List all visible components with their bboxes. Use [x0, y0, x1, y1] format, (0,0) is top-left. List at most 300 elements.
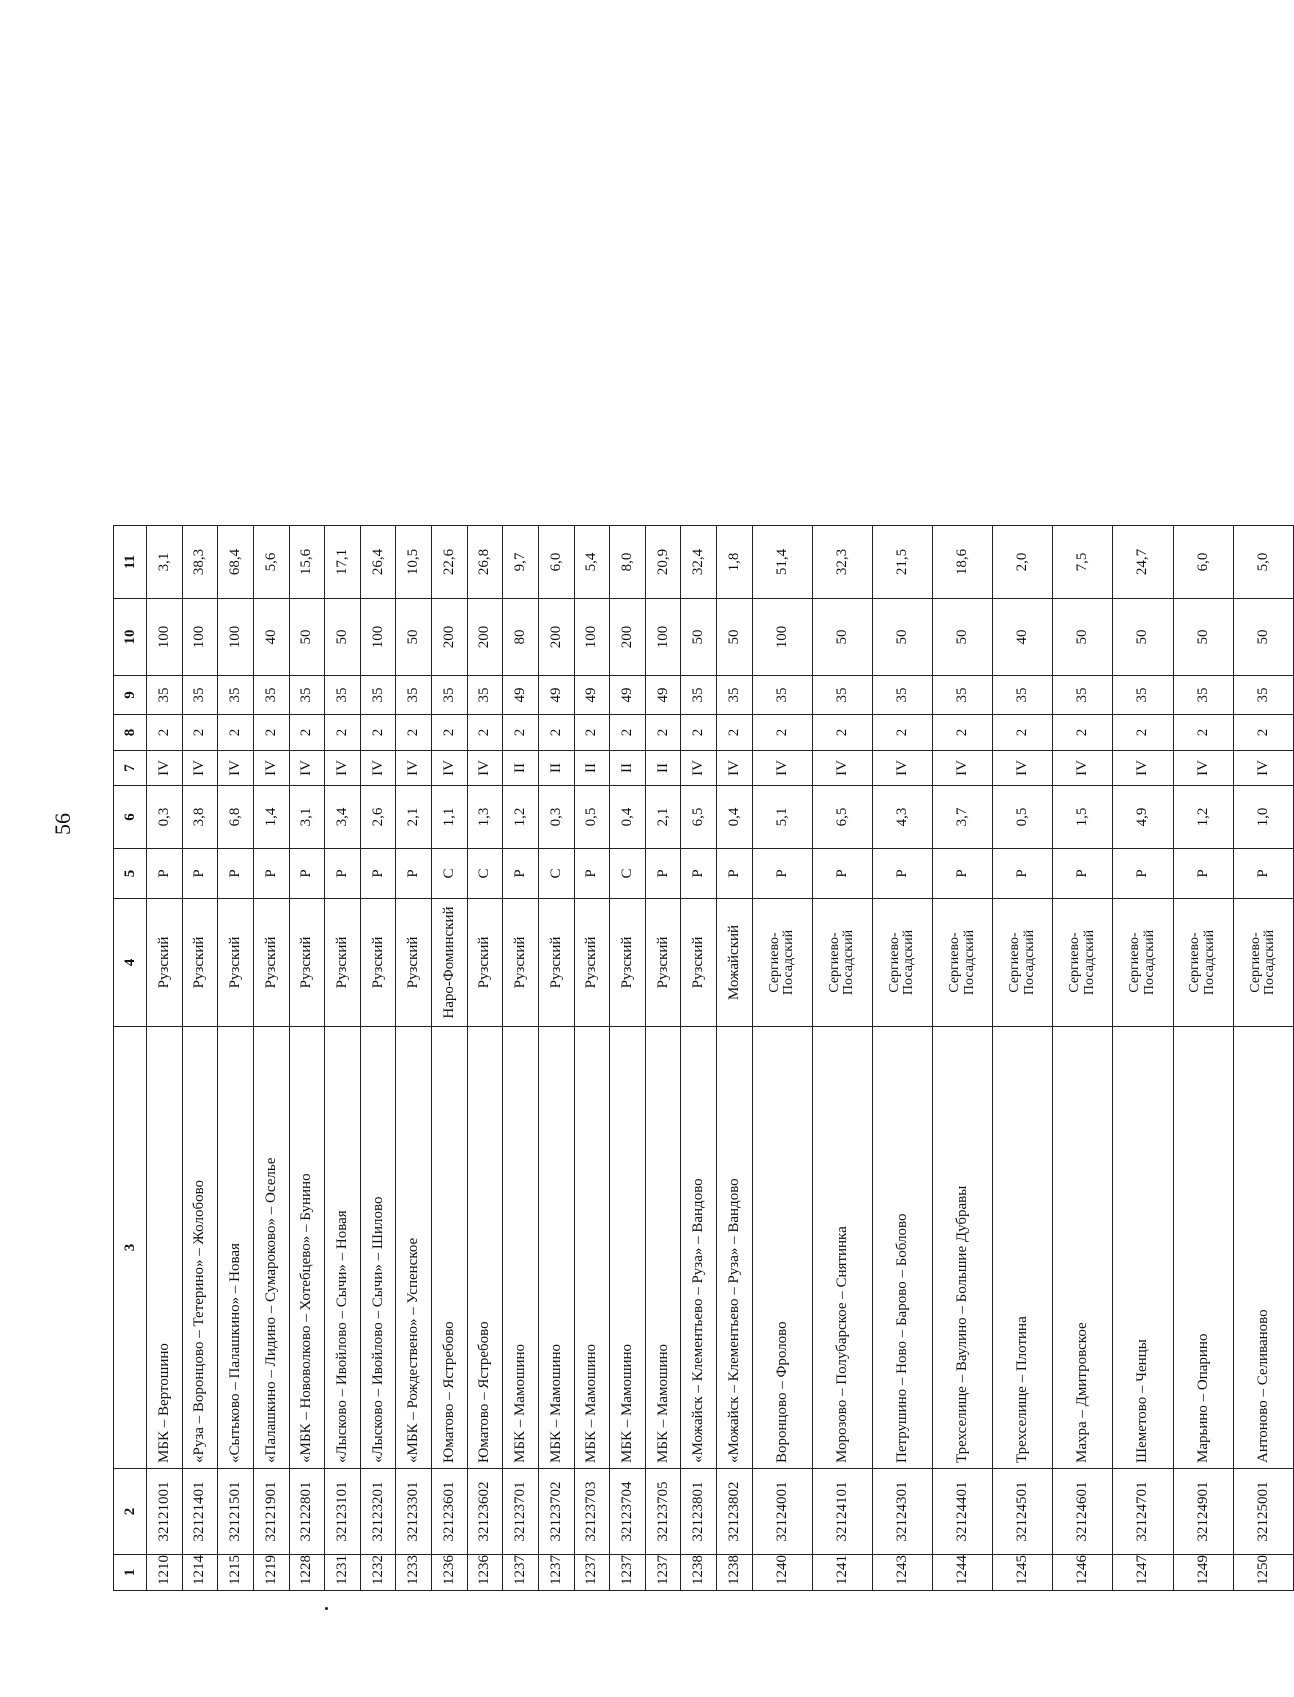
- road-number-cell: 1210: [147, 1555, 183, 1591]
- technical-class-cell: IV: [933, 751, 993, 786]
- column-header-10: 10: [114, 599, 147, 676]
- col-10-value-cell: 100: [147, 599, 183, 676]
- technical-class-cell: IV: [182, 751, 218, 786]
- col-10-value-cell: 40: [253, 599, 289, 676]
- road-number-cell: 1238: [717, 1555, 753, 1591]
- road-category-cell: Р: [1053, 849, 1113, 899]
- col-11-value-cell: 1,8: [717, 526, 753, 599]
- col-10-value-cell: 100: [574, 599, 610, 676]
- district-cell: Рузский: [574, 899, 610, 1027]
- length-km-cell: 6,5: [812, 786, 872, 849]
- lanes-cell: 2: [1233, 715, 1293, 751]
- technical-class-cell: IV: [872, 751, 932, 786]
- col-11-value-cell: 9,7: [503, 526, 539, 599]
- col-9-value-cell: 35: [147, 676, 183, 715]
- length-km-cell: 4,3: [872, 786, 932, 849]
- col-11-value-cell: 21,5: [872, 526, 932, 599]
- district-cell: Сергиево-Посадский: [1113, 899, 1173, 1027]
- road-code-cell: 32123802: [717, 1469, 753, 1555]
- road-name-cell: Трехселище – Плотина: [993, 1027, 1053, 1469]
- table-row: [147, 526, 183, 1591]
- road-code-cell: 32121401: [182, 1469, 218, 1555]
- length-km-cell: 0,3: [147, 786, 183, 849]
- road-name-cell: Шеметово – Ченцы: [1113, 1027, 1173, 1469]
- technical-class-cell: II: [645, 751, 681, 786]
- col-9-value-cell: 35: [182, 676, 218, 715]
- road-name-cell: МБК – Мамошино: [503, 1027, 539, 1469]
- length-km-cell: 3,1: [289, 786, 325, 849]
- col-10-value-cell: 100: [645, 599, 681, 676]
- table-row: [503, 526, 539, 1591]
- road-name-cell: «Сытьково – Палашкино» – Новая: [218, 1027, 254, 1469]
- road-number-cell: 1236: [432, 1555, 468, 1591]
- technical-class-cell: IV: [1173, 751, 1233, 786]
- col-9-value-cell: 35: [993, 676, 1053, 715]
- col-11-value-cell: 6,0: [538, 526, 574, 599]
- district-cell: Сергиево-Посадский: [812, 899, 872, 1027]
- length-km-cell: 6,5: [681, 786, 717, 849]
- column-header-5: 5: [114, 849, 147, 899]
- technical-class-cell: IV: [752, 751, 812, 786]
- road-number-cell: 1228: [289, 1555, 325, 1591]
- col-10-value-cell: 50: [812, 599, 872, 676]
- lanes-cell: 2: [467, 715, 503, 751]
- road-category-cell: Р: [933, 849, 993, 899]
- length-km-cell: 0,5: [993, 786, 1053, 849]
- road-code-cell: 32124601: [1053, 1469, 1113, 1555]
- road-name-cell: МБК – Мамошино: [645, 1027, 681, 1469]
- table-header: [114, 526, 147, 1591]
- col-9-value-cell: 35: [396, 676, 432, 715]
- lanes-cell: 2: [574, 715, 610, 751]
- district-cell: Рузский: [538, 899, 574, 1027]
- page-number: 56: [50, 813, 75, 835]
- table-row: [218, 526, 254, 1591]
- district-cell: Рузский: [325, 899, 361, 1027]
- road-category-cell: С: [432, 849, 468, 899]
- col-10-value-cell: 50: [1233, 599, 1293, 676]
- lanes-cell: 2: [645, 715, 681, 751]
- col-10-value-cell: 50: [717, 599, 753, 676]
- road-number-cell: 1232: [360, 1555, 396, 1591]
- district-cell: Сергиево-Посадский: [872, 899, 932, 1027]
- district-cell: Рузский: [681, 899, 717, 1027]
- table-row: [432, 526, 468, 1591]
- col-11-value-cell: 26,8: [467, 526, 503, 599]
- technical-class-cell: IV: [360, 751, 396, 786]
- road-name-cell: МБК – Вертошино: [147, 1027, 183, 1469]
- table-row: [467, 526, 503, 1591]
- col-11-value-cell: 2,0: [993, 526, 1053, 599]
- road-number-cell: 1237: [503, 1555, 539, 1591]
- table-row: [812, 526, 872, 1591]
- road-name-cell: Петрушино – Ново – Барово – Боблово: [872, 1027, 932, 1469]
- road-number-cell: 1246: [1053, 1555, 1113, 1591]
- col-10-value-cell: 50: [933, 599, 993, 676]
- col-11-value-cell: 32,4: [681, 526, 717, 599]
- col-11-value-cell: 38,3: [182, 526, 218, 599]
- road-name-cell: Юматово – Ястребово: [467, 1027, 503, 1469]
- col-9-value-cell: 49: [538, 676, 574, 715]
- road-code-cell: 32123201: [360, 1469, 396, 1555]
- column-header-11: 11: [114, 526, 147, 599]
- lanes-cell: 2: [503, 715, 539, 751]
- lanes-cell: 2: [432, 715, 468, 751]
- col-9-value-cell: 35: [717, 676, 753, 715]
- col-10-value-cell: 200: [432, 599, 468, 676]
- road-number-cell: 1238: [681, 1555, 717, 1591]
- length-km-cell: 5,1: [752, 786, 812, 849]
- col-11-value-cell: 8,0: [610, 526, 646, 599]
- road-category-cell: Р: [681, 849, 717, 899]
- technical-class-cell: II: [538, 751, 574, 786]
- district-cell: Рузский: [610, 899, 646, 1027]
- length-km-cell: 2,1: [396, 786, 432, 849]
- table-body: [147, 526, 1294, 1591]
- road-category-cell: С: [467, 849, 503, 899]
- col-9-value-cell: 49: [503, 676, 539, 715]
- road-name-cell: Трехселище – Ваулино – Большие Дубравы: [933, 1027, 993, 1469]
- road-name-cell: Воронцово – Фролово: [752, 1027, 812, 1469]
- col-11-value-cell: 3,1: [147, 526, 183, 599]
- technical-class-cell: IV: [396, 751, 432, 786]
- table-row: [933, 526, 993, 1591]
- road-code-cell: 32125001: [1233, 1469, 1293, 1555]
- table-row: [645, 526, 681, 1591]
- road-name-cell: Юматово – Ястребово: [432, 1027, 468, 1469]
- district-cell: Рузский: [253, 899, 289, 1027]
- district-cell: Можайский: [717, 899, 753, 1027]
- column-header-1: 1: [114, 1555, 147, 1591]
- road-name-cell: МБК – Мамошино: [538, 1027, 574, 1469]
- lanes-cell: 2: [1053, 715, 1113, 751]
- table-row: [360, 526, 396, 1591]
- col-9-value-cell: 35: [325, 676, 361, 715]
- technical-class-cell: II: [574, 751, 610, 786]
- road-code-cell: 32123601: [432, 1469, 468, 1555]
- road-number-cell: 1243: [872, 1555, 932, 1591]
- col-10-value-cell: 100: [218, 599, 254, 676]
- col-10-value-cell: 200: [610, 599, 646, 676]
- road-code-cell: 32123704: [610, 1469, 646, 1555]
- col-11-value-cell: 51,4: [752, 526, 812, 599]
- lanes-cell: 2: [752, 715, 812, 751]
- road-category-cell: Р: [574, 849, 610, 899]
- road-category-cell: С: [538, 849, 574, 899]
- lanes-cell: 2: [993, 715, 1053, 751]
- table-row: [681, 526, 717, 1591]
- road-category-cell: Р: [325, 849, 361, 899]
- col-10-value-cell: 80: [503, 599, 539, 676]
- district-cell: Сергиево-Посадский: [1233, 899, 1293, 1027]
- col-9-value-cell: 35: [432, 676, 468, 715]
- length-km-cell: 2,6: [360, 786, 396, 849]
- col-10-value-cell: 50: [325, 599, 361, 676]
- district-cell: Рузский: [396, 899, 432, 1027]
- lanes-cell: 2: [610, 715, 646, 751]
- column-header-3: 3: [114, 1027, 147, 1469]
- col-9-value-cell: 35: [1053, 676, 1113, 715]
- road-number-cell: 1233: [396, 1555, 432, 1591]
- road-category-cell: Р: [1233, 849, 1293, 899]
- district-cell: Наро-Фоминский: [432, 899, 468, 1027]
- road-name-cell: Морозово – Полубарское – Снятинка: [812, 1027, 872, 1469]
- col-11-value-cell: 20,9: [645, 526, 681, 599]
- road-code-cell: 32124301: [872, 1469, 932, 1555]
- col-10-value-cell: 100: [182, 599, 218, 676]
- road-name-cell: «Палашкино – Лидино – Сумароково» – Оселье: [253, 1027, 289, 1469]
- road-category-cell: Р: [1113, 849, 1173, 899]
- col-9-value-cell: 35: [933, 676, 993, 715]
- road-number-cell: 1219: [253, 1555, 289, 1591]
- col-9-value-cell: 35: [1173, 676, 1233, 715]
- technical-class-cell: II: [610, 751, 646, 786]
- lanes-cell: 2: [717, 715, 753, 751]
- district-cell: Сергиево-Посадский: [1173, 899, 1233, 1027]
- road-number-cell: 1244: [933, 1555, 993, 1591]
- col-10-value-cell: 100: [752, 599, 812, 676]
- district-cell: Рузский: [503, 899, 539, 1027]
- col-9-value-cell: 35: [1113, 676, 1173, 715]
- lanes-cell: 2: [538, 715, 574, 751]
- road-code-cell: 32124101: [812, 1469, 872, 1555]
- length-km-cell: 1,1: [432, 786, 468, 849]
- district-cell: Сергиево-Посадский: [752, 899, 812, 1027]
- road-number-cell: 1215: [218, 1555, 254, 1591]
- district-cell: Рузский: [289, 899, 325, 1027]
- road-code-cell: 32124401: [933, 1469, 993, 1555]
- length-km-cell: 0,5: [574, 786, 610, 849]
- technical-class-cell: IV: [681, 751, 717, 786]
- col-10-value-cell: 200: [538, 599, 574, 676]
- table-row: [1173, 526, 1233, 1591]
- road-name-cell: «Можайск – Клементьево – Руза» – Вандово: [717, 1027, 753, 1469]
- district-cell: Рузский: [360, 899, 396, 1027]
- length-km-cell: 1,4: [253, 786, 289, 849]
- column-header-8: 8: [114, 715, 147, 751]
- lanes-cell: 2: [253, 715, 289, 751]
- length-km-cell: 6,8: [218, 786, 254, 849]
- technical-class-cell: IV: [325, 751, 361, 786]
- road-name-cell: Марьино – Опарино: [1173, 1027, 1233, 1469]
- road-code-cell: 32124501: [993, 1469, 1053, 1555]
- length-km-cell: 3,7: [933, 786, 993, 849]
- lanes-cell: 2: [182, 715, 218, 751]
- district-cell: Сергиево-Посадский: [933, 899, 993, 1027]
- district-cell: Рузский: [467, 899, 503, 1027]
- district-cell: Рузский: [182, 899, 218, 1027]
- col-9-value-cell: 35: [253, 676, 289, 715]
- table-row: [1113, 526, 1173, 1591]
- length-km-cell: 1,2: [1173, 786, 1233, 849]
- technical-class-cell: IV: [218, 751, 254, 786]
- stray-mark: [325, 1607, 328, 1610]
- road-code-cell: 32123702: [538, 1469, 574, 1555]
- road-category-cell: Р: [812, 849, 872, 899]
- length-km-cell: 0,3: [538, 786, 574, 849]
- table-row: [182, 526, 218, 1591]
- table-row: [717, 526, 753, 1591]
- road-category-cell: Р: [147, 849, 183, 899]
- length-km-cell: 3,8: [182, 786, 218, 849]
- road-code-cell: 32121501: [218, 1469, 254, 1555]
- col-11-value-cell: 17,1: [325, 526, 361, 599]
- col-11-value-cell: 24,7: [1113, 526, 1173, 599]
- road-category-cell: Р: [182, 849, 218, 899]
- col-11-value-cell: 5,4: [574, 526, 610, 599]
- lanes-cell: 2: [1113, 715, 1173, 751]
- technical-class-cell: IV: [1053, 751, 1113, 786]
- road-category-cell: Р: [396, 849, 432, 899]
- road-code-cell: 32123703: [574, 1469, 610, 1555]
- road-name-cell: «Лысково – Ивойлово – Сычи» – Шилово: [360, 1027, 396, 1469]
- road-number-cell: 1241: [812, 1555, 872, 1591]
- length-km-cell: 1,2: [503, 786, 539, 849]
- col-9-value-cell: 35: [360, 676, 396, 715]
- table-row: [993, 526, 1053, 1591]
- table-row: [289, 526, 325, 1591]
- col-9-value-cell: 35: [872, 676, 932, 715]
- technical-class-cell: IV: [253, 751, 289, 786]
- table-row: [872, 526, 932, 1591]
- col-11-value-cell: 10,5: [396, 526, 432, 599]
- col-9-value-cell: 35: [812, 676, 872, 715]
- length-km-cell: 3,4: [325, 786, 361, 849]
- road-name-cell: Махра – Дмитровское: [1053, 1027, 1113, 1469]
- col-10-value-cell: 50: [1053, 599, 1113, 676]
- column-header-4: 4: [114, 899, 147, 1027]
- road-category-cell: Р: [289, 849, 325, 899]
- road-name-cell: «Можайск – Клементьево – Руза» – Вандово: [681, 1027, 717, 1469]
- lanes-cell: 2: [289, 715, 325, 751]
- road-number-cell: 1237: [574, 1555, 610, 1591]
- road-code-cell: 32124001: [752, 1469, 812, 1555]
- col-9-value-cell: 35: [752, 676, 812, 715]
- road-name-cell: «МБК – Рождествено» – Успенское: [396, 1027, 432, 1469]
- col-9-value-cell: 35: [218, 676, 254, 715]
- technical-class-cell: IV: [717, 751, 753, 786]
- road-code-cell: 32123602: [467, 1469, 503, 1555]
- col-9-value-cell: 35: [1233, 676, 1293, 715]
- road-number-cell: 1237: [538, 1555, 574, 1591]
- table-row: [325, 526, 361, 1591]
- lanes-cell: 2: [396, 715, 432, 751]
- technical-class-cell: IV: [1113, 751, 1173, 786]
- length-km-cell: 1,3: [467, 786, 503, 849]
- length-km-cell: 4,9: [1113, 786, 1173, 849]
- column-header-6: 6: [114, 786, 147, 849]
- road-code-cell: 32123801: [681, 1469, 717, 1555]
- length-km-cell: 0,4: [610, 786, 646, 849]
- road-code-cell: 32123101: [325, 1469, 361, 1555]
- technical-class-cell: IV: [147, 751, 183, 786]
- road-number-cell: 1214: [182, 1555, 218, 1591]
- header-row: [114, 526, 147, 1591]
- technical-class-cell: IV: [289, 751, 325, 786]
- road-name-cell: Антоново – Селиваново: [1233, 1027, 1293, 1469]
- road-number-cell: 1237: [645, 1555, 681, 1591]
- col-9-value-cell: 35: [467, 676, 503, 715]
- col-9-value-cell: 49: [645, 676, 681, 715]
- road-number-cell: 1231: [325, 1555, 361, 1591]
- lanes-cell: 2: [147, 715, 183, 751]
- road-category-cell: Р: [360, 849, 396, 899]
- table-row: [1053, 526, 1113, 1591]
- district-cell: Сергиево-Посадский: [993, 899, 1053, 1027]
- road-category-cell: Р: [645, 849, 681, 899]
- col-11-value-cell: 26,4: [360, 526, 396, 599]
- technical-class-cell: IV: [1233, 751, 1293, 786]
- table-row: [610, 526, 646, 1591]
- road-category-cell: Р: [717, 849, 753, 899]
- col-11-value-cell: 15,6: [289, 526, 325, 599]
- table-row: [396, 526, 432, 1591]
- road-name-cell: «МБК – Нововолково – Хотебцево» – Бунино: [289, 1027, 325, 1469]
- length-km-cell: 0,4: [717, 786, 753, 849]
- lanes-cell: 2: [218, 715, 254, 751]
- col-10-value-cell: 50: [1113, 599, 1173, 676]
- district-cell: Сергиево-Посадский: [1053, 899, 1113, 1027]
- road-code-cell: 32121001: [147, 1469, 183, 1555]
- column-header-9: 9: [114, 676, 147, 715]
- lanes-cell: 2: [681, 715, 717, 751]
- road-code-cell: 32123301: [396, 1469, 432, 1555]
- road-number-cell: 1249: [1173, 1555, 1233, 1591]
- road-code-cell: 32124901: [1173, 1469, 1233, 1555]
- road-code-cell: 32122801: [289, 1469, 325, 1555]
- col-10-value-cell: 50: [681, 599, 717, 676]
- road-number-cell: 1245: [993, 1555, 1053, 1591]
- road-number-cell: 1237: [610, 1555, 646, 1591]
- column-header-2: 2: [114, 1469, 147, 1555]
- length-km-cell: 1,0: [1233, 786, 1293, 849]
- district-cell: Рузский: [218, 899, 254, 1027]
- road-category-cell: Р: [253, 849, 289, 899]
- col-10-value-cell: 50: [396, 599, 432, 676]
- col-10-value-cell: 50: [1173, 599, 1233, 676]
- roads-table: [113, 525, 1294, 1591]
- col-9-value-cell: 49: [574, 676, 610, 715]
- road-category-cell: Р: [218, 849, 254, 899]
- road-category-cell: Р: [503, 849, 539, 899]
- col-11-value-cell: 5,6: [253, 526, 289, 599]
- table-row: [253, 526, 289, 1591]
- roads-table-frame: [113, 526, 1294, 1591]
- table-row: [574, 526, 610, 1591]
- road-category-cell: Р: [752, 849, 812, 899]
- road-name-cell: «Лысково – Ивойлово – Сычи» – Новая: [325, 1027, 361, 1469]
- column-header-7: 7: [114, 751, 147, 786]
- table-row: [752, 526, 812, 1591]
- length-km-cell: 2,1: [645, 786, 681, 849]
- col-11-value-cell: 18,6: [933, 526, 993, 599]
- col-11-value-cell: 5,0: [1233, 526, 1293, 599]
- road-number-cell: 1240: [752, 1555, 812, 1591]
- technical-class-cell: IV: [467, 751, 503, 786]
- road-category-cell: Р: [1173, 849, 1233, 899]
- col-11-value-cell: 7,5: [1053, 526, 1113, 599]
- road-name-cell: «Руза – Воронцово – Тетерино» – Жолобово: [182, 1027, 218, 1469]
- lanes-cell: 2: [812, 715, 872, 751]
- technical-class-cell: IV: [432, 751, 468, 786]
- col-10-value-cell: 50: [872, 599, 932, 676]
- road-code-cell: 32124701: [1113, 1469, 1173, 1555]
- road-category-cell: Р: [993, 849, 1053, 899]
- road-category-cell: Р: [872, 849, 932, 899]
- col-11-value-cell: 6,0: [1173, 526, 1233, 599]
- road-name-cell: МБК – Мамошино: [610, 1027, 646, 1469]
- lanes-cell: 2: [325, 715, 361, 751]
